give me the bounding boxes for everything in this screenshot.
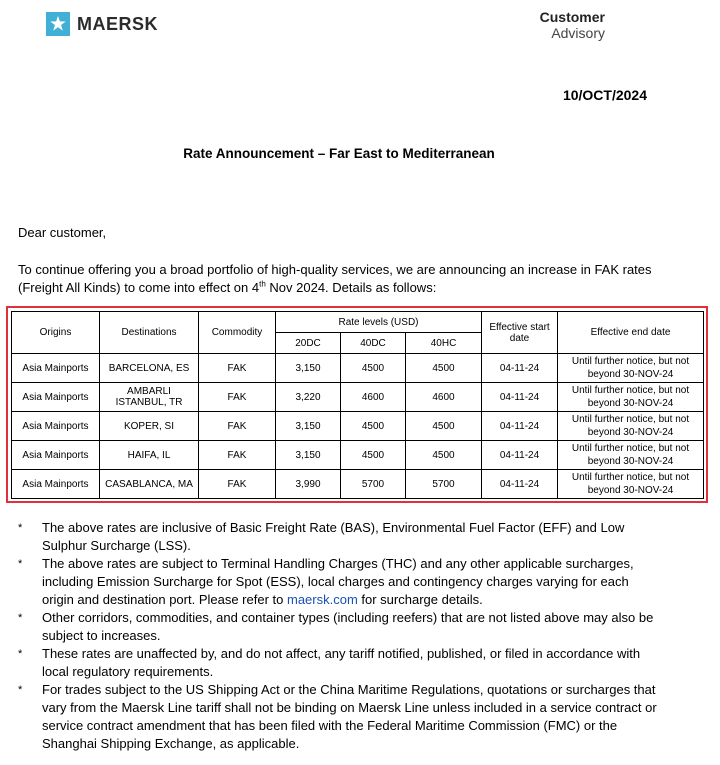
table-row [12, 354, 704, 383]
cell-start-date: 04-11-24 [482, 441, 558, 470]
cell-commodity: FAK [199, 470, 276, 499]
cell-40dc: 4500 [341, 412, 406, 441]
header-destinations: Destinations [100, 312, 199, 354]
cell-40dc: 4600 [341, 383, 406, 412]
cell-40hc: 4600 [406, 383, 482, 412]
cell-origin: Asia Mainports [12, 354, 100, 383]
cell-destination: KOPER, SI [100, 412, 199, 441]
cell-end-date: Until further notice, but not beyond 30-NOV-24 [558, 412, 704, 441]
note-text: For trades subject to the US Shipping Act or the China Maritime Regulations, quotations or surcharges that vary from the Maersk Line tariff shall not be binding on Maersk Line unless included in a service contract or service contract amendment that has been filed with the Federal Maritime Commission (FMC) or the Shanghai Shipping Exchange, as applicable. [42, 682, 657, 751]
cell-40dc: 4500 [341, 354, 406, 383]
header-end-date: Effective end date [558, 312, 704, 354]
list-item [18, 645, 658, 681]
cell-commodity: FAK [199, 412, 276, 441]
header-20dc: 20DC [276, 333, 341, 354]
cell-40hc: 4500 [406, 441, 482, 470]
intro-text-end: Nov 2024. Details as follows: [265, 280, 437, 295]
header-start-date: Effective start date [482, 312, 558, 354]
cell-40dc: 5700 [341, 470, 406, 499]
intro-text: To continue offering you a broad portfolio of high-quality services, we are announcing an increase in FAK rates (Freight All Kinds) to come into effect on 4 [18, 262, 652, 295]
cell-start-date: 04-11-24 [482, 412, 558, 441]
table-row [12, 383, 704, 412]
cell-40hc: 4500 [406, 354, 482, 383]
cell-origin: Asia Mainports [12, 412, 100, 441]
intro-paragraph [18, 261, 678, 297]
cell-origin: Asia Mainports [12, 470, 100, 499]
cell-20dc: 3,990 [276, 470, 341, 499]
cell-end-date: Until further notice, but not beyond 30-NOV-24 [558, 470, 704, 499]
brand-wordmark: MAERSK [77, 13, 159, 34]
bullet-icon: * [18, 648, 23, 660]
cell-end-date: Until further notice, but not beyond 30-NOV-24 [558, 383, 704, 412]
maersk-link[interactable]: maersk.com [286, 592, 358, 607]
greeting: Dear customer, [18, 225, 107, 240]
cell-20dc: 3,150 [276, 441, 341, 470]
cell-start-date: 04-11-24 [482, 383, 558, 412]
table-row [12, 412, 704, 441]
cell-20dc: 3,150 [276, 354, 341, 383]
note-text: The above rates are inclusive of Basic Freight Rate (BAS), Environmental Fuel Factor (EFF) and Low Sulphur Surcharge (LSS). [42, 520, 625, 553]
cell-destination: CASABLANCA, MA [100, 470, 199, 499]
cell-40hc: 4500 [406, 412, 482, 441]
cell-commodity: FAK [199, 441, 276, 470]
header-40dc: 40DC [341, 333, 406, 354]
header-commodity: Commodity [199, 312, 276, 354]
list-item [18, 519, 658, 555]
cell-20dc: 3,150 [276, 412, 341, 441]
cell-start-date: 04-11-24 [482, 354, 558, 383]
rate-table [11, 311, 704, 499]
list-item [18, 681, 658, 753]
cell-40hc: 5700 [406, 470, 482, 499]
cell-end-date: Until further notice, but not beyond 30-NOV-24 [558, 354, 704, 383]
bullet-icon: * [18, 558, 23, 570]
cell-destination: BARCELONA, ES [100, 354, 199, 383]
maersk-logo [46, 12, 158, 36]
cell-40dc: 4500 [341, 441, 406, 470]
table-row [12, 441, 704, 470]
document-title: Rate Announcement – Far East to Mediterranean [183, 146, 495, 161]
list-item [18, 555, 658, 609]
header-40hc: 40HC [406, 333, 482, 354]
bullet-icon: * [18, 612, 23, 624]
cell-origin: Asia Mainports [12, 441, 100, 470]
bullet-icon: * [18, 684, 23, 696]
header-rate-levels: Rate levels (USD) [276, 312, 482, 333]
list-item [18, 609, 658, 645]
document-date: 10/OCT/2024 [562, 87, 647, 103]
notes-list [18, 519, 658, 753]
cell-commodity: FAK [199, 383, 276, 412]
cell-end-date: Until further notice, but not beyond 30-NOV-24 [558, 441, 704, 470]
cell-20dc: 3,220 [276, 383, 341, 412]
note-text-end: for surcharge details. [357, 592, 483, 607]
cell-commodity: FAK [199, 354, 276, 383]
star-icon [46, 12, 70, 36]
advisory-line2: Advisory [551, 25, 605, 41]
advisory-label [540, 9, 605, 41]
cell-destination: HAIFA, IL [100, 441, 199, 470]
advisory-line1: Customer [539, 9, 605, 25]
header-origins: Origins [12, 312, 100, 354]
cell-origin: Asia Mainports [12, 383, 100, 412]
note-text: These rates are unaffected by, and do not affect, any tariff notified, published, or filed in accordance with local regulatory requirements. [42, 646, 641, 679]
cell-destination: AMBARLI ISTANBUL, TR [100, 383, 199, 412]
cell-start-date: 04-11-24 [482, 470, 558, 499]
intro-superscript: th [259, 279, 266, 289]
note-text: Other corridors, commodities, and container types (including reefers) that are not listed above may also be subject to increases. [42, 610, 654, 643]
table-row [12, 470, 704, 499]
note-text: The above rates are subject to Terminal Handling Charges (THC) and any other applicable surcharges, including Emission Surcharge for Spot (ESS), local charges and contingency charges varying for each origin and destination port. Please refer to [42, 556, 634, 607]
bullet-icon: * [18, 522, 23, 534]
